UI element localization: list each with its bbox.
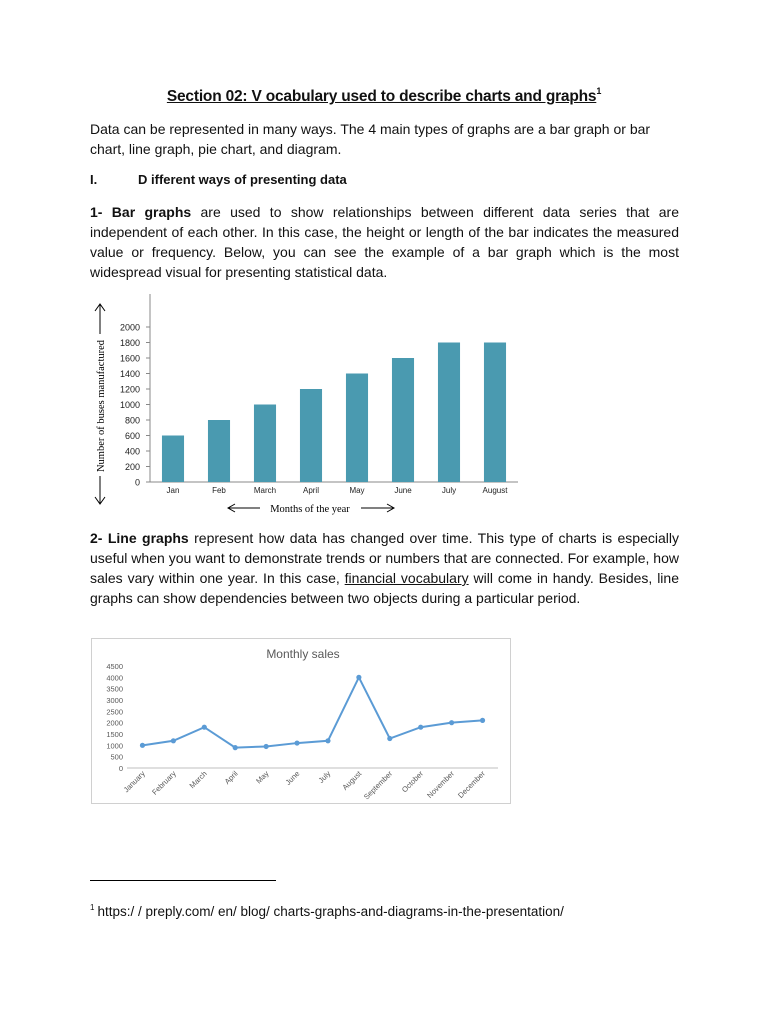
bar-chart-y-tick-label: 1600 xyxy=(119,353,140,364)
bar-chart-x-tick-label: April xyxy=(302,486,320,495)
line-chart-y-tick-label: 3500 xyxy=(106,684,123,694)
bar-chart-bar xyxy=(208,420,230,482)
line-chart-x-tick-label: July xyxy=(316,769,333,785)
line-graph-text-before: represent how data has changed over time. This type of charts is especially useful when you want to demonstrate trends or numbers that are connected. For example, how sales vary within one year. In this case, xyxy=(90,530,679,586)
bar-chart-bars xyxy=(162,343,506,483)
bar-chart-x-tick-label: Jan xyxy=(166,486,180,495)
bar-chart-y-label: Number of buses manufactured xyxy=(96,339,107,473)
bar-chart-x-tick-label: May xyxy=(349,486,365,495)
line-chart-point xyxy=(480,718,485,723)
footnote-url[interactable]: https:/ / preply.com/ en/ blog/ charts-graphs-and-diagrams-in-the-presentation/ xyxy=(97,904,564,919)
bar-chart-x-tick-label: July xyxy=(441,486,457,495)
intro-paragraph: Data can be represented in many ways. The 4 main types of graphs are a bar graph or bar chart, line graph, pie chart, and diagram. xyxy=(90,121,651,157)
footnote-divider xyxy=(90,880,276,881)
financial-vocabulary-link[interactable]: financial vocabulary xyxy=(344,570,469,586)
line-chart-point xyxy=(449,720,454,725)
line-chart-point xyxy=(387,736,392,741)
line-chart-y-tick-label: 3000 xyxy=(106,696,123,705)
bar-chart-bar xyxy=(300,389,322,482)
line-chart-y-tick-label: 2000 xyxy=(106,718,123,728)
bar-graph-text: are used to show relationships between different data series that are independent of each other. In this case, the height or length of the bar indicates the measured value or frequency. Below, you can see the example of a bar graph which is the most widespread visual for presenting statistical data. xyxy=(90,204,680,280)
line-chart-point xyxy=(171,738,176,743)
line-chart-point xyxy=(294,740,299,745)
footnote-number: 1 xyxy=(90,903,95,912)
bar-chart-y-ticks xyxy=(120,323,150,488)
line-chart-x-tick-label: February xyxy=(150,769,178,797)
bar-chart-y-tick-label: 1000 xyxy=(119,400,140,410)
line-chart-y-tick-label: 500 xyxy=(110,752,123,762)
line-chart-x-tick-label: May xyxy=(254,769,271,786)
line-chart-y-tick-label: 1500 xyxy=(106,730,123,739)
line-chart-x-tick-label: August xyxy=(340,769,364,792)
bar-chart-y-tick-label: 1800 xyxy=(119,338,140,348)
line-chart-y-tick-label: 0 xyxy=(118,764,123,773)
line-chart-x-tick-label: June xyxy=(283,769,302,787)
bar-chart-y-tick-label: 2000 xyxy=(119,322,140,333)
footnote xyxy=(90,903,564,919)
bar-chart-y-tick-label: 0 xyxy=(134,477,140,488)
bar-chart-y-tick-label: 200 xyxy=(124,462,140,472)
bar-chart-bar xyxy=(438,343,460,483)
line-chart-x-tick-label: March xyxy=(187,769,209,791)
line-chart-y-tick-label: 4000 xyxy=(106,673,123,683)
bar-chart-y-tick-label: 400 xyxy=(124,446,140,457)
line-chart-point xyxy=(233,745,238,750)
line-chart-x-tick-label: November xyxy=(425,769,457,800)
bar-chart-x-ticks xyxy=(167,486,509,495)
line-chart-point xyxy=(418,725,423,730)
bar-chart-y-tick-label: 800 xyxy=(124,415,140,426)
bar-chart-x-tick-label: August xyxy=(482,486,508,495)
bar-chart-bar xyxy=(346,374,368,483)
page-title xyxy=(0,86,768,106)
bar-graph-paragraph xyxy=(90,202,679,282)
bar-chart-x-tick-label: Feb xyxy=(212,486,226,495)
title-footnote-ref[interactable]: 1 xyxy=(596,86,602,96)
bar-chart-x-label-group xyxy=(228,504,394,515)
line-chart-point xyxy=(202,725,207,730)
line-chart-point xyxy=(264,744,269,749)
section-heading-number: I. xyxy=(90,172,98,187)
line-graph-paragraph xyxy=(90,528,679,608)
bar-graph-lead: 1- Bar graphs xyxy=(90,204,192,220)
page-title-text: Section 02: V ocabulary used to describe charts and graphs xyxy=(166,88,597,105)
bar-chart-bar xyxy=(254,405,276,483)
bar-chart-axes xyxy=(150,294,518,482)
line-chart xyxy=(91,638,511,804)
line-chart-x-tick-label: December xyxy=(456,769,487,800)
section-heading-text: D ifferent ways of presenting data xyxy=(138,172,347,187)
bar-chart-y-tick-label: 600 xyxy=(124,431,140,441)
line-chart-title: Monthly sales xyxy=(266,647,340,661)
bar-chart-y-tick-label: 1400 xyxy=(119,369,140,379)
line-chart-point xyxy=(325,738,330,743)
bar-chart-x-label: Months of the year xyxy=(270,504,350,515)
line-chart-x-tick-label: October xyxy=(399,769,426,795)
line-chart-x-tick-label: January xyxy=(121,769,147,795)
bar-chart-y-tick-label: 1200 xyxy=(119,384,140,395)
bar-chart-y-label-group xyxy=(95,304,107,504)
line-chart-y-tick-label: 1000 xyxy=(106,741,123,751)
line-chart-x-tick-label: April xyxy=(222,769,240,787)
bar-chart-x-tick-label: June xyxy=(394,486,412,495)
line-graph-lead: 2- Line graphs xyxy=(90,530,189,546)
line-chart-point xyxy=(356,675,361,680)
line-graph-text-after: will come in handy. Besides, line graphs can show dependencies between two objects during a particular period. xyxy=(90,570,679,606)
bar-chart xyxy=(88,292,524,522)
section-heading xyxy=(90,172,347,187)
bar-chart-bar xyxy=(162,436,184,483)
line-chart-y-tick-label: 2500 xyxy=(106,707,123,717)
line-chart-y-tick-label: 4500 xyxy=(106,662,123,671)
bar-chart-bar xyxy=(484,343,506,483)
bar-chart-bar xyxy=(392,358,414,482)
line-chart-point xyxy=(140,743,145,748)
line-chart-x-tick-label: September xyxy=(361,769,395,802)
bar-chart-x-tick-label: March xyxy=(253,486,277,495)
